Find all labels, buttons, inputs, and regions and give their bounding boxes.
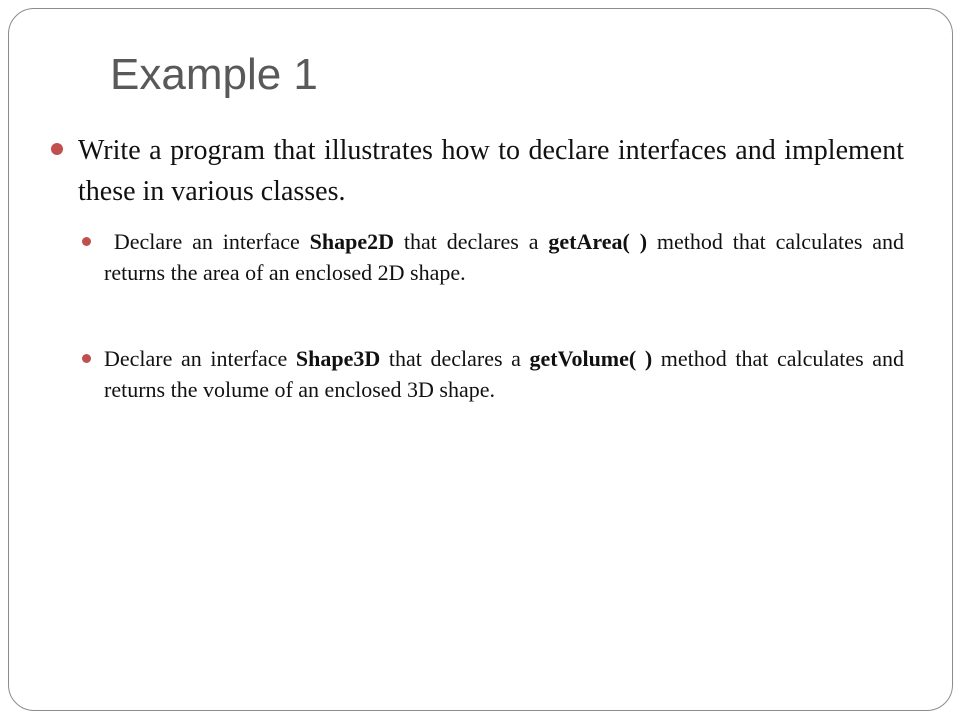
interface-name: Shape2D xyxy=(309,229,394,254)
sub-bullet-middle: that declares a xyxy=(403,229,539,254)
sub-bullet-prefix: Declare an interface xyxy=(113,229,300,254)
main-bullet xyxy=(51,130,904,212)
sub-bullet-text xyxy=(104,226,904,288)
sub-bullet-middle: that declares a xyxy=(388,346,521,371)
sub-bullet-prefix: Declare an interface xyxy=(104,346,288,371)
bullet-dot-icon xyxy=(51,143,63,155)
sub-bullet-suffix: method that calculates and returns the area of an enclosed 2D shape. xyxy=(104,229,905,285)
sub-bullet-text xyxy=(104,343,904,405)
sub-bullet-shape3d xyxy=(82,343,904,405)
sub-bullet-suffix: method that calculates and returns the volume of an enclosed 3D shape. xyxy=(104,346,905,402)
method-name: getVolume( ) xyxy=(529,346,653,371)
bullet-dot-icon xyxy=(82,237,91,246)
interface-name: Shape3D xyxy=(295,346,381,371)
slide-title: Example 1 xyxy=(110,50,318,99)
method-name: getArea( ) xyxy=(548,229,648,254)
sub-bullet-shape2d xyxy=(82,226,904,288)
bullet-dot-icon xyxy=(82,354,91,363)
main-bullet-text: Write a program that illustrates how to declare interfaces and implement these in various classes. xyxy=(78,135,904,207)
